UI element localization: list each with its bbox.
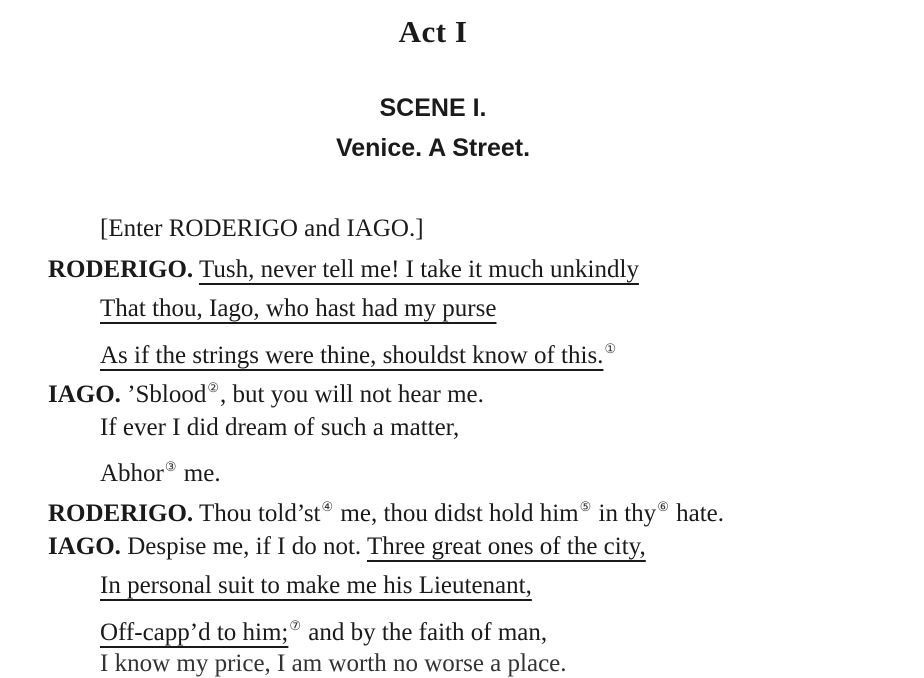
stage-direction-text: [Enter RODERIGO and IAGO.]	[100, 215, 424, 242]
line-text: If ever I did dream of such a matter,	[100, 414, 460, 441]
speaker-name: IAGO.	[48, 533, 121, 560]
line-text: ’Sblood	[127, 381, 207, 408]
line-text: In personal suit to make me his Lieutenant,	[100, 572, 532, 599]
footnote-marker[interactable]: ①	[604, 341, 617, 356]
dialogue-line	[48, 532, 646, 562]
dialogue-line	[100, 452, 221, 489]
speaker-name: IAGO.	[48, 381, 121, 408]
speaker-name: RODERIGO.	[48, 500, 194, 527]
line-text: me, thou didst hold him	[334, 500, 579, 527]
cutoff-line	[100, 648, 660, 677]
scene-location: Venice. A Street.	[335, 134, 531, 162]
line-text: me.	[177, 460, 221, 487]
dialogue-line	[48, 255, 639, 285]
footnote-marker[interactable]: ④	[321, 499, 334, 514]
speaker-name: RODERIGO.	[48, 256, 194, 283]
footnote-marker[interactable]: ⑦	[289, 618, 302, 633]
footnote-marker[interactable]: ⑤	[579, 499, 592, 514]
line-text: Abhor	[100, 460, 164, 487]
line-text: in thy	[592, 500, 657, 527]
dialogue-line	[100, 413, 459, 443]
act-heading: Act I	[398, 14, 468, 49]
footnote-marker[interactable]: ⑥	[657, 499, 669, 514]
dialogue-line	[48, 492, 724, 529]
stage-direction	[100, 214, 424, 244]
dialogue-line	[100, 571, 532, 601]
line-text: hate.	[669, 500, 724, 527]
dialogue-line	[100, 611, 547, 648]
scene-heading: SCENE I.	[379, 94, 487, 122]
line-text: and by the faith of man,	[302, 619, 548, 646]
line-text: Off-capp’d to him;	[100, 619, 289, 646]
line-text: I know my price, I am worth no worse a place.	[100, 650, 567, 677]
dialogue-line	[48, 373, 484, 410]
dialogue-line	[100, 334, 617, 371]
line-text: That thou, Iago, who hast had my purse	[100, 295, 497, 322]
footnote-marker[interactable]: ③	[164, 459, 177, 474]
line-text: Despise me, if I do not.	[127, 533, 367, 560]
footnote-marker[interactable]: ②	[207, 380, 220, 395]
dialogue-line	[100, 294, 496, 324]
line-text: Thou told’st	[198, 500, 321, 527]
line-text: Three great ones of the city,	[366, 533, 646, 560]
line-text: , but you will not hear me.	[220, 381, 484, 408]
line-text: Tush, never tell me! I take it much unkindly	[198, 256, 639, 283]
line-text: As if the strings were thine, shouldst know of this.	[100, 342, 604, 369]
